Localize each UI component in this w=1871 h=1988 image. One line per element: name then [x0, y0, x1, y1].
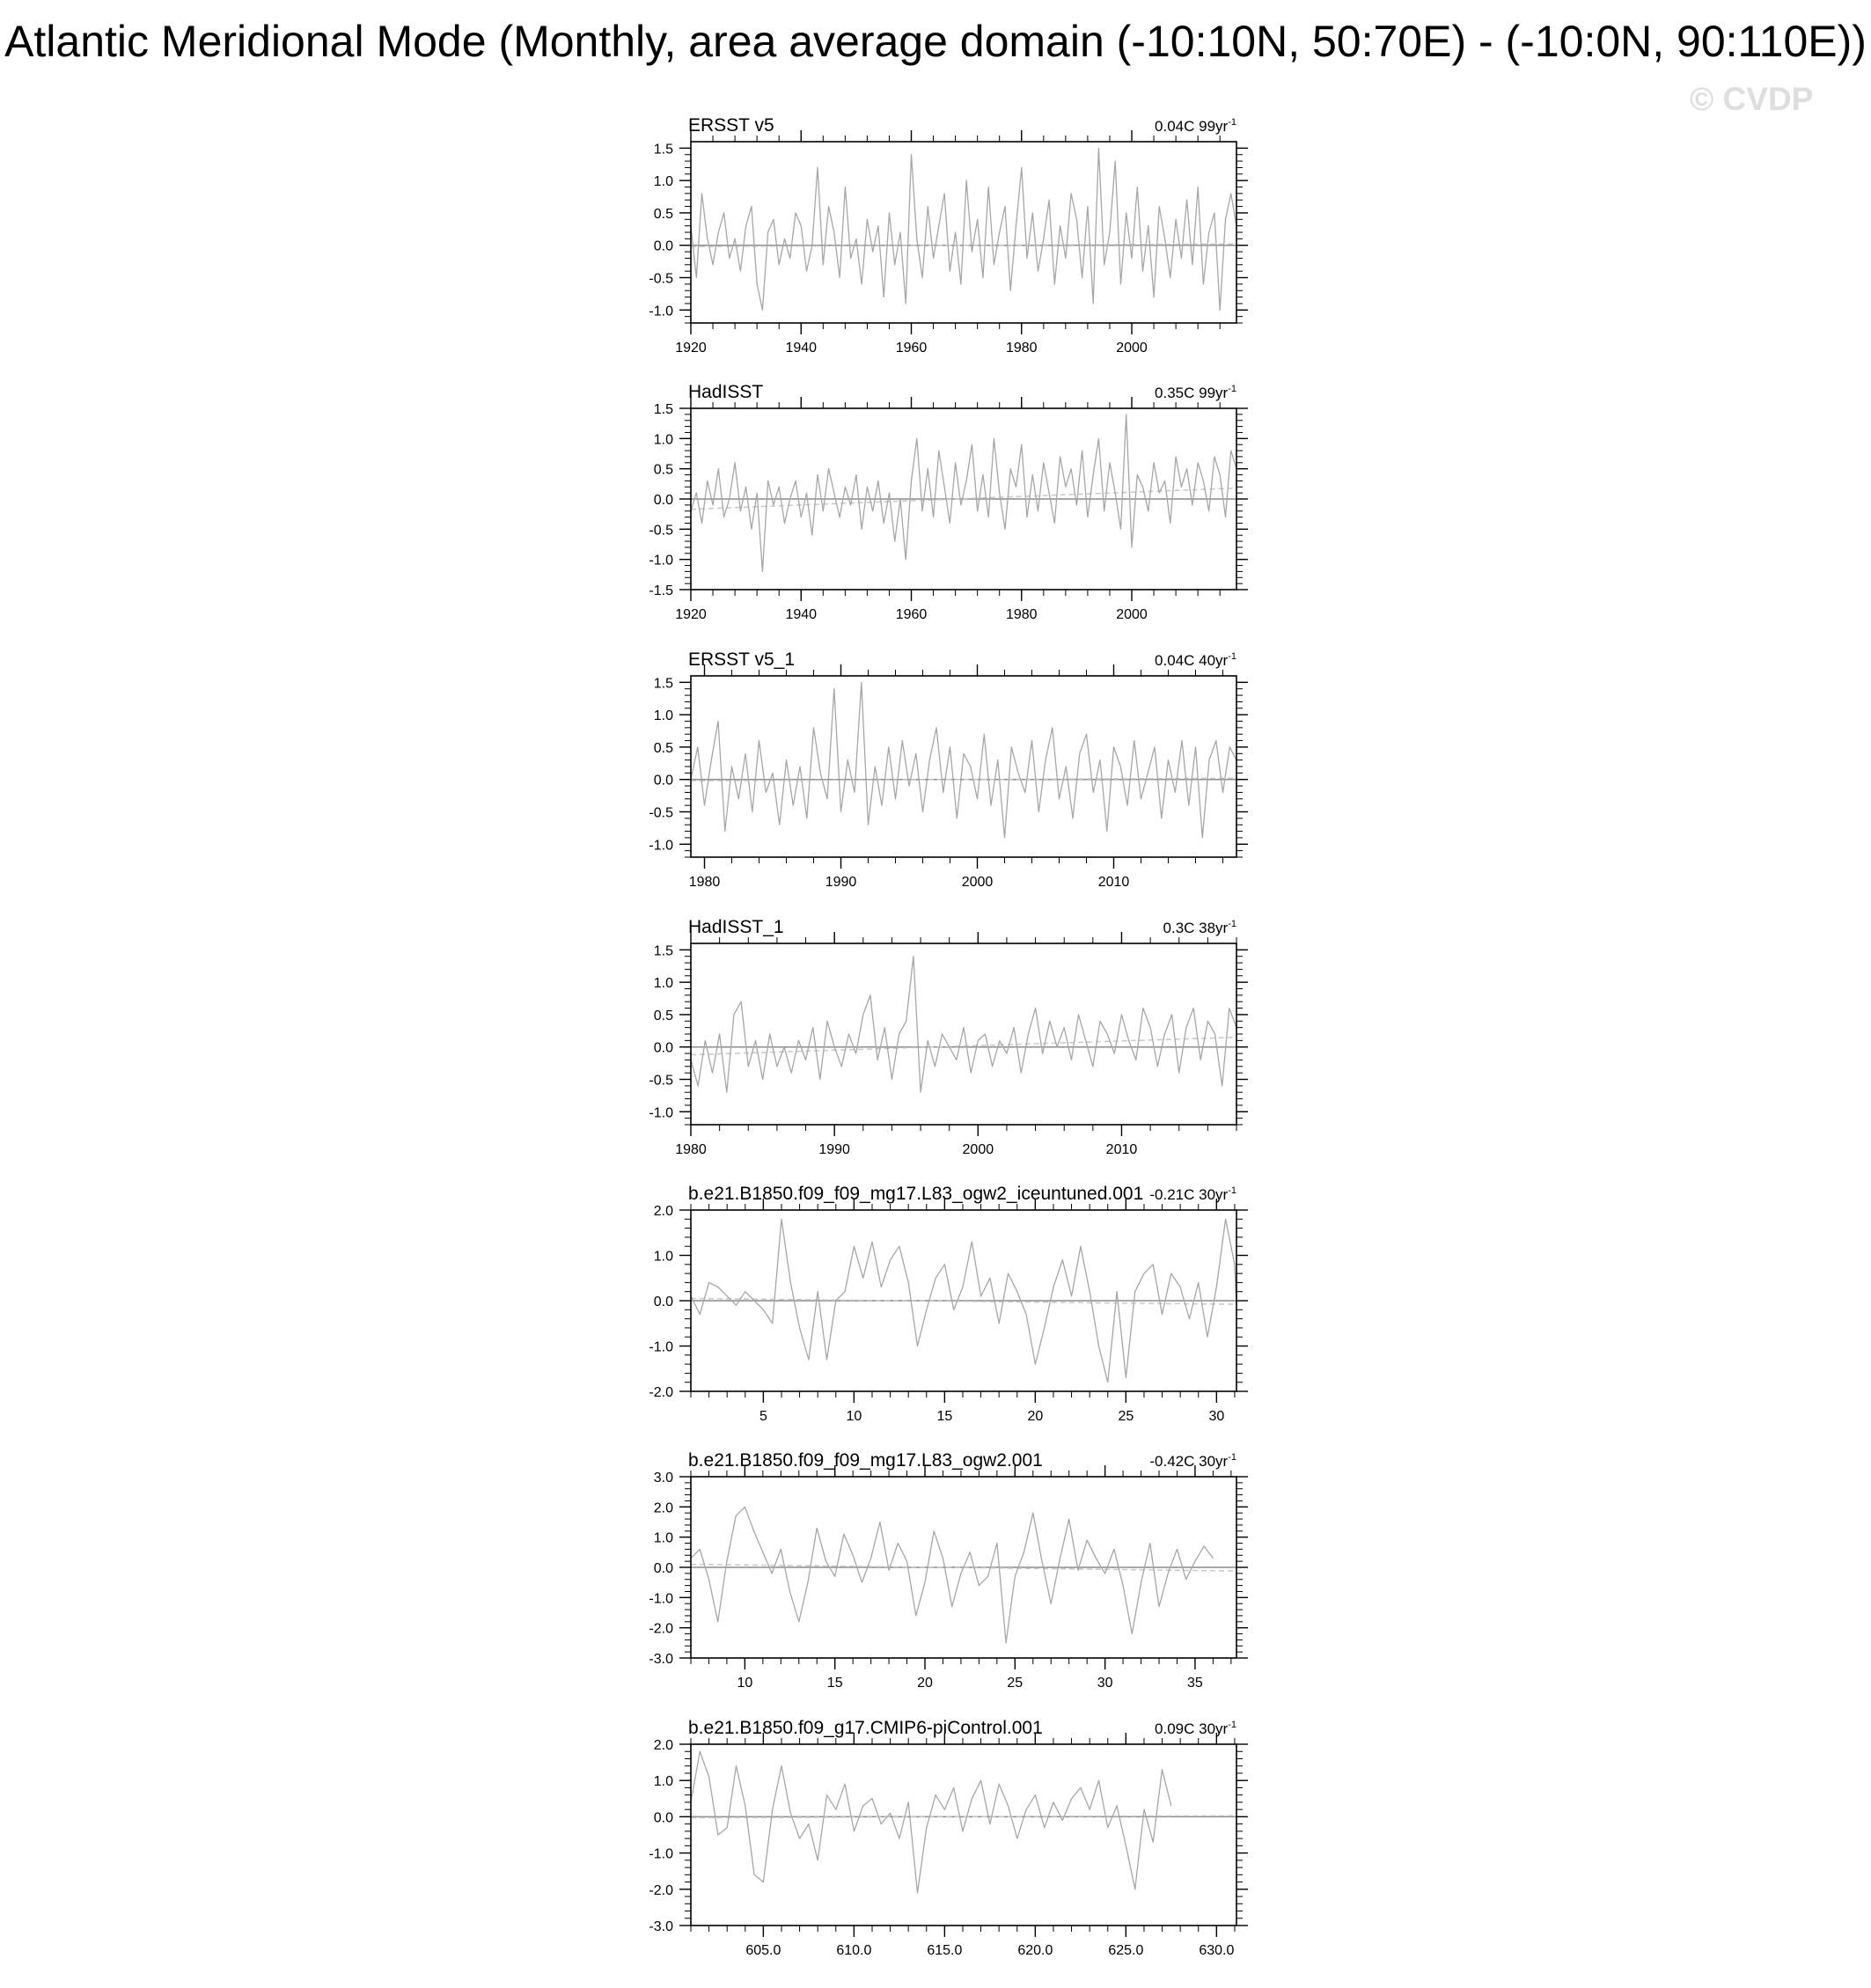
trend-label: [1155, 1720, 1236, 1737]
x-tick-label: 2000: [961, 875, 994, 890]
panel-title: HadISST: [688, 382, 764, 402]
y-tick-label: 1.0: [653, 708, 673, 724]
trend-label-text: 0.04C 40yr: [1155, 652, 1229, 669]
y-tick-label: -2.0: [649, 1621, 673, 1637]
y-tick-label: -2.0: [649, 1882, 673, 1898]
y-tick-label: -0.5: [649, 805, 673, 821]
trend-label-exponent: -1: [1228, 1720, 1236, 1730]
x-tick-label: 1940: [785, 341, 818, 356]
trend-label: [1155, 384, 1236, 401]
plot-frame: [691, 943, 1236, 1125]
chart-panel-1: [649, 115, 1248, 356]
y-tick-label: -1.0: [649, 1591, 673, 1607]
chart-panel-3: [649, 649, 1248, 890]
y-tick-label: 3.0: [653, 1471, 673, 1485]
x-tick-label: 1990: [818, 1142, 850, 1157]
trend-label: [1155, 651, 1236, 669]
plot-frame: [691, 1744, 1236, 1926]
trend-label-text: 0.09C 30yr: [1155, 1720, 1229, 1737]
trend-label-exponent: -1: [1228, 117, 1236, 128]
trend-label-text: 0.35C 99yr: [1155, 385, 1229, 401]
y-tick-label: 0.0: [653, 493, 673, 508]
plot-frame: [691, 676, 1236, 857]
x-tick-label: 30: [1208, 1409, 1225, 1424]
y-tick-label: 1.5: [653, 142, 673, 158]
x-tick-label: 1980: [1005, 607, 1038, 622]
x-tick-label: 2010: [1105, 1142, 1138, 1157]
y-tick-label: 1.5: [653, 943, 673, 959]
y-tick-label: 0.5: [653, 740, 673, 756]
x-tick-label: 2000: [1116, 341, 1148, 356]
x-tick-label: 5: [759, 1409, 767, 1424]
y-tick-label: -1.0: [649, 1846, 673, 1862]
y-tick-label: -1.0: [649, 838, 673, 854]
y-tick-label: 0.5: [653, 1008, 673, 1023]
y-tick-label: -0.5: [649, 1073, 673, 1089]
trend-label-exponent: -1: [1228, 651, 1236, 662]
trend-label: [1163, 919, 1236, 936]
y-tick-label: 0.5: [653, 206, 673, 222]
series-line: [691, 414, 1236, 572]
trend-label-exponent: -1: [1228, 384, 1236, 394]
y-tick-label: 1.0: [653, 1249, 673, 1265]
x-tick-label: 1940: [785, 607, 818, 622]
trend-label-exponent: -1: [1228, 919, 1236, 929]
y-tick-label: 1.0: [653, 1774, 673, 1790]
x-tick-label: 615.0: [927, 1943, 963, 1958]
x-tick-label: 630.0: [1199, 1943, 1235, 1958]
x-tick-label: 1990: [825, 875, 857, 890]
x-tick-label: 20: [917, 1676, 933, 1691]
series-line: [691, 148, 1236, 310]
x-tick-label: 35: [1187, 1676, 1203, 1691]
trend-label: [1149, 1185, 1236, 1203]
y-tick-label: 0.0: [653, 773, 673, 789]
y-tick-label: 1.5: [653, 676, 673, 692]
series-line: [691, 1751, 1171, 1893]
x-tick-label: 1960: [895, 607, 928, 622]
x-tick-label: 1960: [895, 341, 928, 356]
x-tick-label: 30: [1097, 1676, 1113, 1691]
series-line: [691, 1507, 1213, 1643]
y-tick-label: -2.0: [649, 1385, 673, 1400]
panel-title: b.e21.B1850.f09_f09_mg17.L83_ogw2_iceuntuned.001: [688, 1184, 1144, 1204]
series-line: [691, 682, 1236, 838]
y-tick-label: 1.0: [653, 432, 673, 448]
x-tick-label: 610.0: [836, 1943, 872, 1958]
trend-line: [691, 1298, 1236, 1304]
y-tick-label: 2.0: [653, 1738, 673, 1753]
chart-panel-2: [649, 382, 1248, 622]
y-tick-label: 0.5: [653, 462, 673, 478]
y-tick-label: 0.0: [653, 1561, 673, 1576]
trend-label: [1149, 1452, 1236, 1470]
trend-label-exponent: -1: [1228, 1452, 1236, 1463]
x-tick-label: 15: [936, 1409, 953, 1424]
y-tick-label: -3.0: [649, 1919, 673, 1934]
x-tick-label: 1920: [675, 607, 707, 622]
trend-label-text: -0.42C 30yr: [1149, 1453, 1229, 1470]
y-tick-label: -1.0: [649, 304, 673, 319]
x-tick-label: 10: [846, 1409, 862, 1424]
trend-label-text: 0.3C 38yr: [1163, 920, 1229, 936]
y-tick-label: -0.5: [649, 271, 673, 287]
y-tick-label: 0.0: [653, 238, 673, 254]
x-tick-label: 10: [737, 1676, 753, 1691]
chart-panel-6: [649, 1450, 1248, 1691]
x-tick-label: 605.0: [745, 1943, 781, 1958]
x-tick-label: 1980: [688, 875, 721, 890]
x-tick-label: 1980: [675, 1142, 707, 1157]
trend-label-text: 0.04C 99yr: [1155, 118, 1229, 135]
x-tick-label: 25: [1118, 1409, 1134, 1424]
y-tick-label: 0.0: [653, 1295, 673, 1309]
y-tick-label: 1.0: [653, 976, 673, 992]
panel-title: b.e21.B1850.f09_g17.CMIP6-piControl.001: [688, 1718, 1043, 1738]
y-tick-label: 1.0: [653, 1530, 673, 1546]
y-tick-label: -1.0: [649, 1105, 673, 1121]
panel-title: b.e21.B1850.f09_f09_mg17.L83_ogw2.001: [688, 1450, 1043, 1471]
trend-label: [1155, 117, 1236, 135]
y-tick-label: -1.0: [649, 553, 673, 569]
trend-label-exponent: -1: [1228, 1185, 1236, 1196]
y-tick-label: 0.0: [653, 1810, 673, 1826]
x-tick-label: 620.0: [1017, 1943, 1053, 1958]
chart-panel-5: [649, 1184, 1248, 1424]
x-tick-label: 2010: [1097, 875, 1130, 890]
panel-title: HadISST_1: [688, 917, 784, 937]
chart-panel-4: [649, 917, 1248, 1157]
x-tick-label: 15: [826, 1676, 843, 1691]
y-tick-label: -1.0: [649, 1339, 673, 1355]
y-tick-label: -3.0: [649, 1652, 673, 1667]
trend-label-text: -0.21C 30yr: [1149, 1186, 1229, 1203]
x-tick-label: 2000: [962, 1142, 994, 1157]
series-line: [691, 957, 1236, 1093]
y-tick-label: 1.5: [653, 402, 673, 417]
watermark: © CVDP: [1690, 81, 1814, 117]
panel-title: ERSST v5: [688, 115, 774, 136]
y-tick-label: -0.5: [649, 523, 673, 539]
x-tick-label: 625.0: [1108, 1943, 1144, 1958]
page-title: Atlantic Meridional Mode (Monthly, area average domain (-10:10N, 50:70E) - (-10:0N, 90:110E)): [4, 17, 1867, 66]
y-tick-label: 1.0: [653, 174, 673, 190]
x-tick-label: 2000: [1116, 607, 1148, 622]
y-tick-label: 2.0: [653, 1500, 673, 1516]
y-tick-label: -1.5: [649, 583, 673, 598]
y-tick-label: 2.0: [653, 1204, 673, 1219]
y-tick-label: 0.0: [653, 1040, 673, 1056]
x-tick-label: 25: [1007, 1676, 1024, 1691]
panel-title: ERSST v5_1: [688, 649, 796, 670]
x-tick-label: 20: [1027, 1409, 1044, 1424]
chart-panel-7: [649, 1718, 1248, 1958]
x-tick-label: 1920: [675, 341, 707, 356]
x-tick-label: 1980: [1005, 341, 1038, 356]
